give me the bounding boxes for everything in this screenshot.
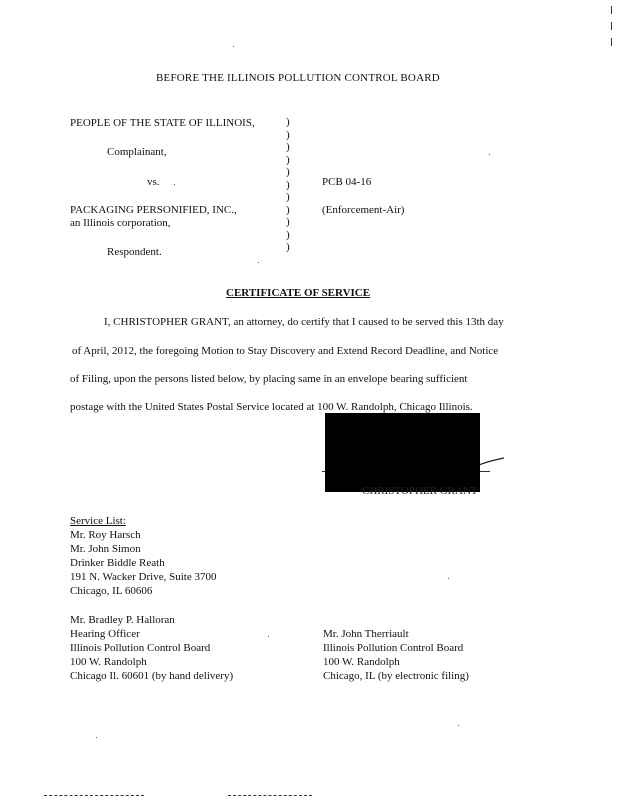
scan-artifact: [44, 795, 144, 796]
signer-name: CHRISTOPHER GRANT: [362, 485, 478, 497]
scan-artifact: [228, 795, 312, 796]
recipient-line: Illinois Pollution Control Board: [323, 642, 464, 654]
certificate-line: I, CHRISTOPHER GRANT, an attorney, do certify that I caused to be served this 13th day: [104, 316, 504, 328]
recipient-line: Chicago Il. 60601 (by hand delivery): [70, 670, 234, 682]
recipient-line: Chicago, IL 60606: [70, 585, 153, 597]
certificate-line: of Filing, upon the persons listed below, by placing same in an envelope bearing sufficient: [70, 373, 468, 385]
scan-speck: [458, 725, 459, 726]
defendant-description: an Illinois corporation,: [70, 217, 171, 229]
defendant-name: PACKAGING PERSONIFIED, INC.,: [70, 204, 237, 216]
scan-speck: [96, 737, 97, 738]
board-heading: BEFORE THE ILLINOIS POLLUTION CONTROL BOARD: [156, 72, 440, 84]
recipient-line: Drinker Biddle Reath: [70, 557, 165, 569]
recipient-line: Mr. John Simon: [70, 543, 141, 555]
recipient-line: 100 W. Randolph: [70, 656, 147, 668]
recipient-line: Mr. John Therriault: [323, 628, 409, 640]
certificate-line: of April, 2012, the foregoing Motion to Stay Discovery and Extend Record Deadline, and Notice: [72, 345, 499, 357]
recipient-line: Chicago, IL (by electronic filing): [323, 670, 469, 682]
signature-redaction: [325, 413, 480, 492]
recipient-line: 100 W. Randolph: [323, 656, 400, 668]
scan-artifact: [611, 38, 612, 46]
scan-artifact: [611, 6, 612, 14]
recipient-line: Mr. Roy Harsch: [70, 529, 141, 541]
scan-speck: [448, 578, 449, 579]
scan-speck: [258, 262, 259, 263]
recipient-line: Hearing Officer: [70, 628, 140, 640]
certificate-line: postage with the United States Postal Service located at 100 W. Randolph, Chicago Illinois.: [70, 401, 473, 413]
plaintiff-name: PEOPLE OF THE STATE OF ILLINOIS,: [70, 117, 255, 129]
plaintiff-role: Complainant,: [107, 146, 167, 158]
scan-speck: [233, 46, 234, 47]
recipient-line: 191 N. Wacker Drive, Suite 3700: [70, 571, 217, 583]
scan-artifact: [611, 22, 612, 30]
caption-bracket: ) ) ) ) ) ) ) ) ) ) ): [286, 116, 290, 253]
scan-speck: [174, 184, 175, 185]
case-type: (Enforcement-Air): [322, 204, 405, 216]
certificate-title: CERTIFICATE OF SERVICE: [226, 287, 371, 299]
scan-speck: [489, 154, 490, 155]
scan-speck: [268, 636, 269, 637]
recipient-line: Mr. Bradley P. Halloran: [70, 614, 175, 626]
recipient-line: Illinois Pollution Control Board: [70, 642, 211, 654]
case-number: PCB 04-16: [322, 176, 372, 188]
versus-label: vs.: [147, 176, 160, 188]
service-list-title: Service List:: [70, 515, 126, 527]
defendant-role: Respondent.: [107, 246, 162, 258]
